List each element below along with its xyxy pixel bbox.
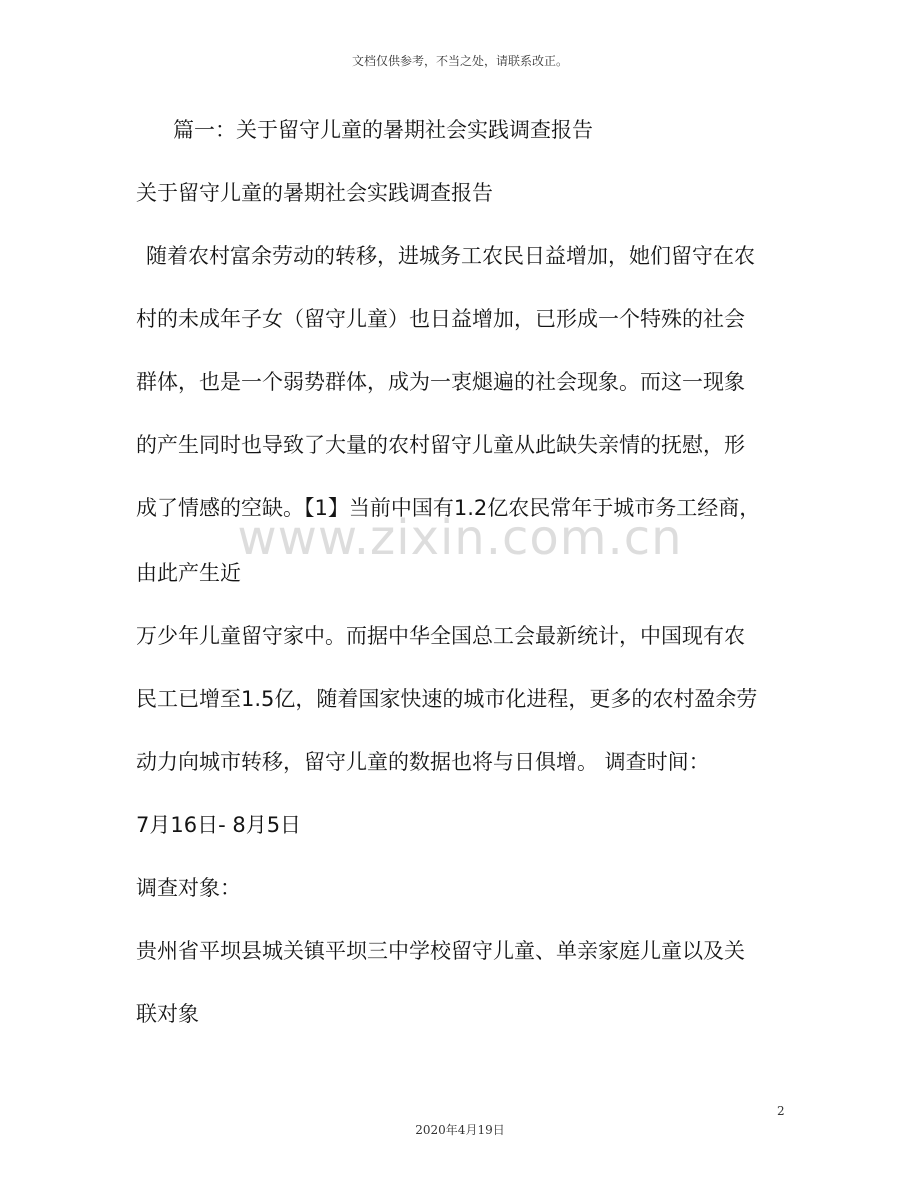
paragraph-line: 村的未成年子女（留守儿童）也日益增加，已形成一个特殊的社会 [136,307,745,331]
survey-time-value: 7月16日- 8月5日 [136,813,302,837]
paragraph-line: 民工已增至1.5亿，随着国家快速的城市化进程，更多的农村盈余劳 [136,687,758,711]
watermark: www.zixin.com.cn [237,510,683,566]
paragraph-line: 由此产生近 [136,561,241,585]
page-number: 2 [777,1104,785,1118]
report-heading: 关于留守儿童的暑期社会实践调查报告 [136,181,493,205]
paragraph-line: 群体，也是一个弱势群体，成为一衷煺遍的社会现象。而这一现象 [136,370,745,394]
paragraph-line: 联对象 [136,1002,199,1026]
paragraph-line: 贵州省平坝县城关镇平坝三中学校留守儿童、单亲家庭儿童以及关 [136,939,745,963]
paragraph-line: 随着农村富余劳动的转移，进城务工农民日益增加，她们留守在农 [146,244,755,268]
document-title: 篇一：关于留守儿童的暑期社会实践调查报告 [173,118,593,142]
paragraph-line: 的产生同时也导致了大量的农村留守儿童从此缺失亲情的抚慰，形 [136,433,745,457]
survey-subject-label: 调查对象： [136,876,241,900]
paragraph-line: 动力向城市转移，留守儿童的数据也将与日俱增。 调查时间： [136,750,710,774]
header-note: 文档仅供参考，不当之处，请联系改正。 [351,54,568,68]
paragraph-line: 万少年儿童留守家中。而据中华全国总工会最新统计，中国现有农 [136,624,745,648]
footer-date: 2020年4月19日 [415,1123,505,1137]
paragraph-line: 成了情感的空缺。【1】当前中国有1.2亿农民常年于城市务工经商， [136,496,761,520]
